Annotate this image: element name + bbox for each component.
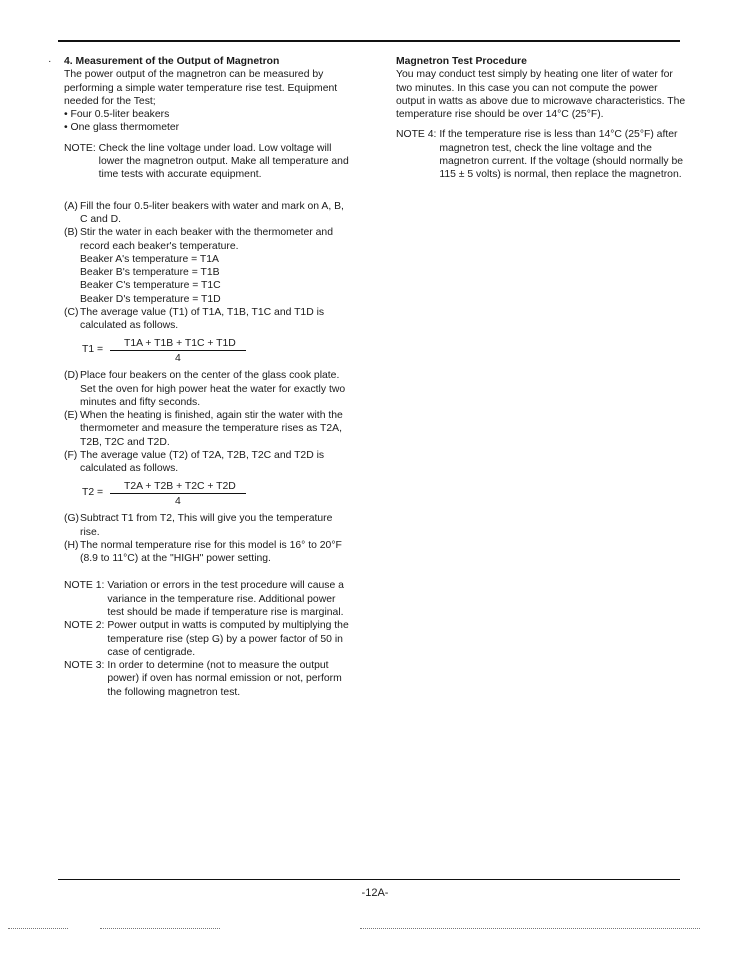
fraction — [110, 480, 246, 509]
step-a — [64, 200, 354, 227]
note-1 — [64, 579, 354, 619]
fraction-denominator: 4 — [174, 352, 181, 364]
left-column — [48, 55, 354, 699]
step-text: The average value (T1) of T1A, T1B, T1C and T1D is calculated as follows. — [80, 307, 325, 332]
step-text: When the heating is finished, again stir the water with the thermometer and measure the temperature rises as T2A, T2B, T2C and T2D. — [80, 410, 343, 448]
formula-lhs: T1 = — [82, 343, 104, 355]
fraction — [110, 337, 246, 366]
step-text: The normal temperature rise for this model is 16° to 20°F (8.9 to 11°C) at the "HIGH" power setting. — [80, 539, 342, 565]
note-label: NOTE 1: — [64, 580, 108, 592]
beaker-b-line: Beaker B's temperature = T1B — [80, 267, 220, 279]
step-label: (E) — [64, 410, 78, 422]
formula-t1 — [82, 337, 354, 366]
step-b — [64, 226, 354, 253]
beaker-temperatures — [64, 253, 354, 306]
beaker-a-line: Beaker A's temperature = T1A — [80, 253, 219, 265]
formula-lhs: T2 = — [82, 486, 104, 498]
beaker-c-line: Beaker C's temperature = T1C — [80, 280, 221, 292]
fraction-numerator: T1A + T1B + T1C + T1D — [110, 337, 246, 351]
scan-artifact — [100, 928, 220, 931]
margin-mark: · — [48, 56, 52, 67]
step-label: (G) — [64, 513, 80, 525]
magnetron-test-heading: Magnetron Test Procedure — [396, 56, 527, 67]
note-text: If the temperature rise is less than 14°C (25°F) after magnetron test, check the line voltage and the magnetron current. If the voltage (should normally be 115 ± 5 volts) is normal, then replace the magnetron. — [439, 129, 684, 181]
step-g — [64, 512, 354, 539]
step-text: Place four beakers on the center of the glass cook plate. Set the oven for high power heat the water for exactly two minutes and fifty seconds. — [80, 370, 346, 408]
step-h — [64, 539, 354, 566]
note-label: NOTE 2: — [64, 620, 108, 632]
note-label: NOTE 3: — [64, 660, 108, 672]
note-label: NOTE 4: — [396, 129, 440, 141]
step-text: Subtract T1 from T2, This will give you the temperature rise. — [80, 513, 333, 538]
note-text: In order to determine (not to measure the output power) if oven has normal emission or not, perform the following magnetron test. — [107, 660, 342, 698]
step-label: (A) — [64, 200, 78, 212]
scan-artifact — [360, 928, 700, 931]
fraction-numerator: T2A + T2B + T2C + T2D — [110, 480, 246, 494]
note-2 — [64, 619, 354, 659]
page-number: -12A- — [361, 887, 389, 899]
note-label: NOTE: — [64, 142, 99, 154]
note-text: Variation or errors in the test procedure will cause a variance in the temperature rise. Additional power test should be made if temperature rise is marginal. — [107, 580, 344, 618]
right-column — [396, 55, 686, 182]
step-label: (B) — [64, 227, 78, 239]
top-rule — [58, 40, 680, 42]
step-label: (H) — [64, 539, 79, 551]
procedure-steps — [64, 200, 354, 566]
numbered-notes — [64, 579, 354, 699]
note-4 — [396, 128, 686, 181]
step-e — [64, 409, 354, 449]
scan-artifact — [8, 928, 68, 931]
step-label: (F) — [64, 450, 78, 462]
note-line-voltage — [64, 142, 354, 182]
step-f — [64, 449, 354, 476]
formula-t2 — [82, 480, 354, 509]
note-3 — [64, 659, 354, 699]
beaker-d-line: Beaker D's temperature = T1D — [80, 293, 221, 305]
equipment-item: • Four 0.5-liter beakers — [64, 109, 170, 121]
step-text: Fill the four 0.5-liter beakers with water and mark on A, B, C and D. — [80, 200, 344, 225]
equipment-item: • One glass thermometer — [64, 122, 180, 134]
section-heading: 4. Measurement of the Output of Magnetron — [64, 56, 280, 67]
step-label: (D) — [64, 370, 79, 382]
step-text: The average value (T2) of T2A, T2B, T2C and T2D is calculated as follows. — [80, 450, 325, 475]
step-text: Stir the water in each beaker with the thermometer and record each beaker's temperature. — [80, 227, 333, 252]
magnetron-test-intro: You may conduct test simply by heating one liter of water for two minutes. In this case you can not compute the power output in watts as above due to microwave characteristics. The temperature rise should be over 14°C (25°F). — [396, 69, 686, 121]
note-text: Power output in watts is computed by multiplying the temperature rise (step G) by a power factor of 50 in case of centigrade. — [107, 620, 349, 658]
step-d — [64, 369, 354, 409]
intro-paragraph: The power output of the magnetron can be measured by performing a simple water temperature rise test. Equipment needed for the Test; — [64, 69, 338, 107]
step-label: (C) — [64, 307, 79, 319]
fraction-denominator: 4 — [174, 495, 181, 507]
step-c — [64, 306, 354, 333]
bottom-rule — [58, 879, 680, 880]
note-text: Check the line voltage under load. Low voltage will lower the magnetron output. Make all temperature and time tests with accurate equipment. — [98, 142, 349, 181]
